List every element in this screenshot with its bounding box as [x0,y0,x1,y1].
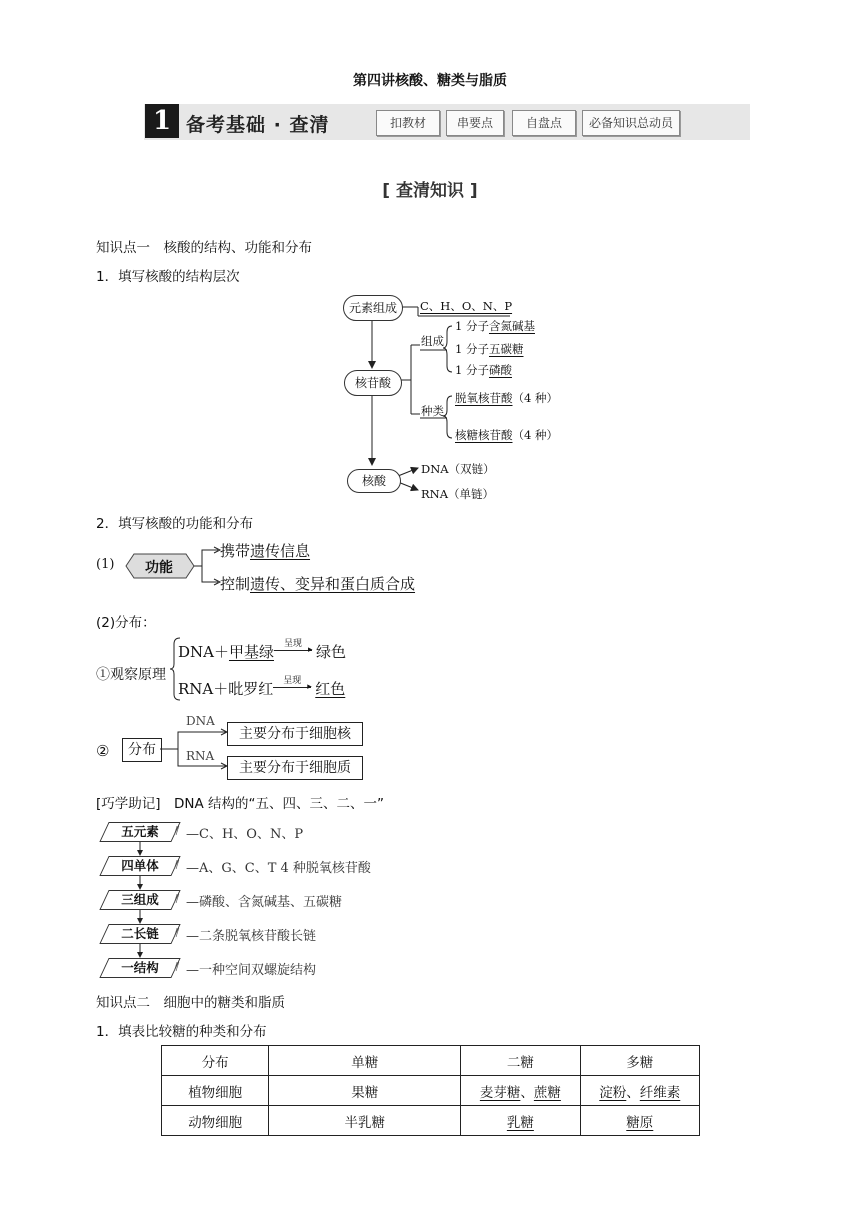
type-ribo: 核糖核苷酸（4 种） [455,428,558,442]
func-prefix: (1) [96,557,115,572]
function-branch [190,540,224,590]
dist-rna-label: RNA [186,749,215,763]
tab-key-points[interactable]: 串要点 [446,110,504,136]
type-deoxy: 脱氧核苷酸（4 种） [455,391,558,405]
dna-label: DNA（双链） [421,462,495,476]
pencil-icon: ⫽ [174,824,180,838]
kp1-item1: 1．填写核酸的结构层次 [96,269,240,285]
mnemonic-label-box [99,890,180,910]
distribution-label: (2)分布： [96,615,156,631]
comp-phosphate: 1 分子磷酸 [455,363,512,377]
mnemonic-text: —磷酸、含氮碱基、五碳糖 [186,895,343,910]
mnemonic-label: 一结构 [121,960,159,975]
table-cell: 半乳糖 [269,1106,461,1136]
mnemonic-text: —C、H、O、N、P [186,827,304,842]
dist-dna-label: DNA [186,714,215,728]
mnemonic-label: 二长链 [121,926,159,941]
pencil-icon: ⫽ [174,858,180,872]
comp-base: 1 分子含氮碱基 [455,319,535,333]
mnemonic-label-box [99,856,180,876]
kp1-item2: 2．填写核酸的功能和分布 [96,516,254,532]
table-header: 单糖 [269,1046,461,1076]
pencil-icon: ⫽ [174,892,180,906]
item-circled-2: ② [96,742,110,760]
table-cell: 植物细胞 [162,1076,269,1106]
mnemonic-text: —二条脱氧核苷酸长链 [186,929,317,944]
structure-diagram [0,0,860,520]
type-label: 种类 [421,404,444,418]
pencil-icon: ⫽ [174,960,180,974]
pencil-icon: ⫽ [174,926,180,940]
banner-title: 备考基础 · 查清 [186,114,330,136]
mnemonic-label-box [99,924,180,944]
table-row [162,1106,700,1136]
mnemonic-text: —一种空间双螺旋结构 [186,963,317,978]
sugar-table [161,1045,700,1136]
table-cell: 果糖 [269,1076,461,1106]
mnemonic-label: 五元素 [121,824,159,839]
table-header: 分布 [162,1046,269,1076]
table-header: 多糖 [580,1046,699,1076]
composition-label: 组成 [421,334,444,348]
table-cell: 乳糖 [461,1106,580,1136]
rna-label: RNA（单链） [421,487,495,501]
dist-rna-box: 主要分布于细胞质 [227,756,363,780]
table-cell: 动物细胞 [162,1106,269,1136]
distribution-box: 分布 [122,738,162,762]
mnemonic-label-box [99,822,180,842]
table-cell: 淀粉、纤维素 [580,1076,699,1106]
observation-rna: RNA＋吡罗红 呈现 ▸ 红色 [178,676,346,698]
observation-dna: DNA＋甲基绿 呈现 ▸ 绿色 [178,639,347,661]
elements-text: C、H、O、N、P [420,299,513,313]
table-header: 二糖 [461,1046,580,1076]
table-row [162,1076,700,1106]
nucleic-node: 核酸 [347,469,401,493]
tab-essential-knowledge[interactable]: 必备知识总动员 [582,110,680,136]
element-node: 元素组成 [343,295,403,321]
mnemonic-heading: [巧学助记] DNA 结构的“五、四、三、二、一” [96,796,385,812]
function-label: 功能 [145,560,173,576]
tab-self-check[interactable]: 自盘点 [512,110,576,136]
section-heading: [ 查清知识 ] [382,181,478,201]
page-title: 第四讲核酸、糖类与脂质 [353,73,507,89]
mnemonic-label: 三组成 [121,892,159,907]
table-cell: 麦芽糖、蔗糖 [461,1076,580,1106]
nucleotide-node: 核苷酸 [344,370,402,396]
kp2-heading: 知识点二 细胞中的糖类和脂质 [96,995,285,1011]
table-cell: 糖原 [580,1106,699,1136]
dist-dna-box: 主要分布于细胞核 [227,722,363,746]
tab-textbook[interactable]: 扣教材 [376,110,440,136]
function-2: 控制遗传、变异和蛋白质合成 [220,575,416,593]
table-header-row [162,1046,700,1076]
mnemonic-text: —A、G、C、T 4 种脱氧核苷酸 [186,861,371,876]
mnemonic-label-box [99,958,180,978]
kp1-heading: 知识点一 核酸的结构、功能和分布 [96,240,312,256]
mnemonic-label: 四单体 [121,858,159,873]
observation-label: ①观察原理 [96,667,166,683]
comp-sugar: 1 分子五碳糖 [455,342,524,356]
kp2-item1: 1．填表比较糖的种类和分布 [96,1024,267,1040]
banner-number: 1 [145,104,179,138]
function-1: 携带遗传信息 [220,542,311,560]
